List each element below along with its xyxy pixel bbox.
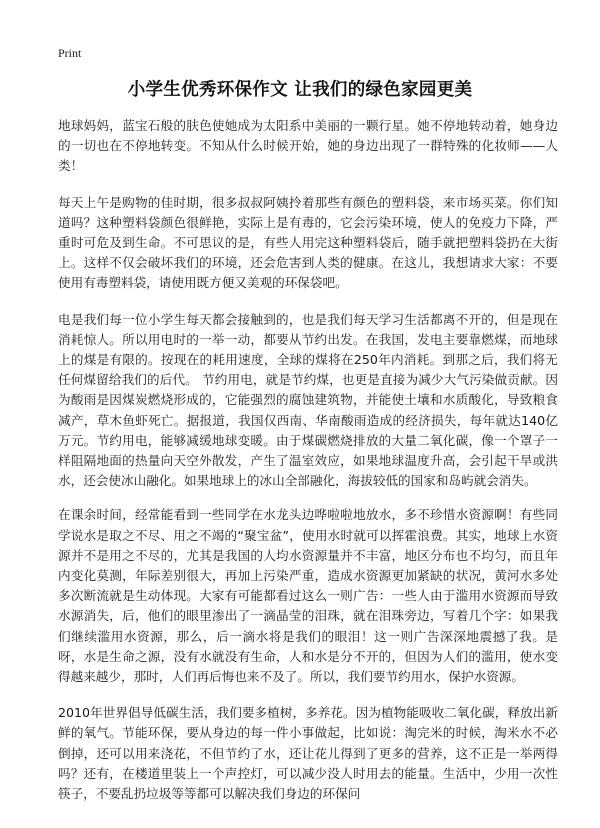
paragraph-low-carbon: 2010年世界倡导低碳生活，我们要多植树，多养花。因为植物能吸收二氧化碳，释放出新鲜的氧气。节能环保，要从身边的每一件小事做起，比如说：淘完米的时候，淘米水不必倒掉，还可以用来浇花，不但节约了水，还让花儿得到了更多的营养，这不正是一举两得吗？还有，在楼道里装上一个声控灯，可以减少没人时用去的能量。生活中，少用一次性筷子，不要乱扔垃圾等等都可以解决我们身边的环保问 xyxy=(58,705,558,802)
paragraph-plastic-bags: 每天上午是购物的佳时期，很多叔叔阿姨拎着那些有颜色的塑料袋，来市场买菜。你们知道吗？这种塑料袋颜色很鲜艳，实际上是有毒的，它会污染环境，使人的免疫力下降，严重时可危及到生命。不可思议的是，有些人用完这种塑料袋后，随手就把塑料袋扔在大街上。这样不仅会破坏我们的环境，还会危害到人类的健康。在这儿，我想请求大家：不要使用有毒塑料袋，请使用既方便又美观的环保袋吧。 xyxy=(58,194,558,291)
paragraph-electricity: 电是我们每一位小学生每天都会接触到的，也是我们每天学习生活都离不开的，但是现在消耗惊人。所以用电时的一举一动，都要从节约出发。在我国，发电主要靠燃煤，而地球上的煤是有限的。按现在的耗用速度，全球的煤将在250年内消耗。到那之后，我们将无任何煤留给我们的后代。 节约用电，就是节约煤，也更是直接为减少大气污染做贡献。因为酸雨是因煤炭燃烧形成的，它能强烈的腐蚀建筑物，并能使土壤和水质酸化，导致粮食减产，草木鱼虾死亡。据报道，我国仅西南、华南酸雨造成的经济损失，每年就达140亿万元。节约用电，能够减缓地球变暖。由于煤碳燃烧排放的大量二氧化碳，像一个罩子一样阻隔地面的热量向天空外散发，产生了温室效应，如果地球温度升高，会引起干旱或洪水，还会使冰山融化。如果地球上的冰山全部融化，海拔较低的国家和岛屿就会消失。 xyxy=(58,311,558,489)
paragraph-water: 在课余时间，经常能看到一些同学在水龙头边哗啦啦地放水，多不珍惜水资源啊！有些同学说水是取之不尽、用之不竭的“聚宝盆”，使用水时就可以挥霍浪费。其实，地球上水资源并不是用之不尽的，尤其是我国的人均水资源量并不丰富，地区分布也不均匀，而且年内变化莫测，年际差别很大，再加上污染严重，造成水资源更加紧缺的状况，黄河水多处多次断流就是生动体现。大家有可能都看过这么一则广告：一些人由于滥用水资源而导致水源消失，后，他们的眼里渗出了一滴晶莹的泪珠，就在泪珠旁边，写着几个字：如果我们继续滥用水资源，那么，后一滴水将是我们的眼泪！这一则广告深深地震撼了我。是呀，水是生命之源，没有水就没有生命，人和水是分不开的，但因为人们的滥用，使水变得越来越少，那时，人们再后悔也来不及了。所以，我们要节约用水，保护水资源。 xyxy=(58,507,558,685)
article-body xyxy=(58,116,558,819)
print-link[interactable]: Print xyxy=(58,46,82,60)
article-title: 小学生优秀环保作文 让我们的绿色家园更美 xyxy=(127,80,473,100)
paragraph-intro: 地球妈妈，蓝宝石般的肤色使她成为太阳系中美丽的一颗行星。她不停地转动着，她身边的一切也在不停地转变。不知从什么时候开始，她的身边出现了一群特殊的化妆师——人类！ xyxy=(58,118,558,174)
